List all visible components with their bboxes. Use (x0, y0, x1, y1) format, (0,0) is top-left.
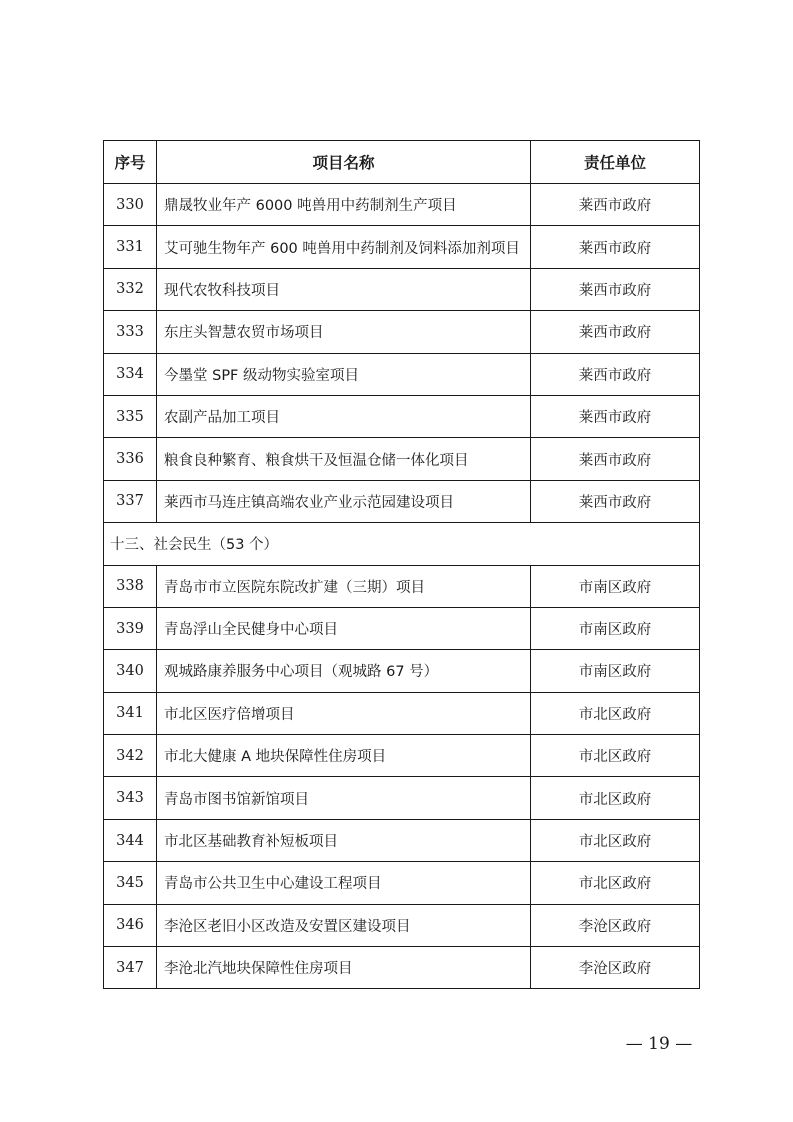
row-number: 347 (104, 947, 157, 989)
row-number: 332 (104, 268, 157, 310)
row-number: 331 (104, 226, 157, 268)
table-row (104, 226, 700, 268)
row-project-name: 现代农牧科技项目 (157, 268, 531, 310)
row-responsible-unit: 莱西市政府 (531, 480, 700, 522)
row-number: 345 (104, 862, 157, 904)
table-row (104, 735, 700, 777)
row-project-name: 李沧北汽地块保障性住房项目 (157, 947, 531, 989)
row-project-name: 观城路康养服务中心项目（观城路 67 号） (157, 650, 531, 692)
project-table (103, 140, 700, 989)
table-row (104, 268, 700, 310)
row-project-name: 青岛市市立医院东院改扩建（三期）项目 (157, 565, 531, 607)
row-project-name: 青岛市图书馆新馆项目 (157, 777, 531, 819)
row-responsible-unit: 李沧区政府 (531, 904, 700, 946)
row-responsible-unit: 市南区政府 (531, 650, 700, 692)
row-project-name: 青岛市公共卫生中心建设工程项目 (157, 862, 531, 904)
row-number: 334 (104, 353, 157, 395)
row-project-name: 粮食良种繁育、粮食烘干及恒温仓储一体化项目 (157, 438, 531, 480)
row-project-name: 农副产品加工项目 (157, 395, 531, 437)
row-responsible-unit: 莱西市政府 (531, 353, 700, 395)
row-number: 333 (104, 311, 157, 353)
row-number: 336 (104, 438, 157, 480)
row-number: 338 (104, 565, 157, 607)
row-project-name: 青岛浮山全民健身中心项目 (157, 607, 531, 649)
table-row (104, 480, 700, 522)
table-row (104, 353, 700, 395)
header-project-name: 项目名称 (157, 141, 531, 184)
row-project-name: 市北区基础教育补短板项目 (157, 819, 531, 861)
header-responsible-unit: 责任单位 (531, 141, 700, 184)
section-heading: 十三、社会民生（53 个） (104, 523, 700, 565)
section-row (104, 523, 700, 565)
table-row (104, 947, 700, 989)
row-responsible-unit: 市北区政府 (531, 862, 700, 904)
row-responsible-unit: 市南区政府 (531, 607, 700, 649)
row-responsible-unit: 莱西市政府 (531, 226, 700, 268)
table-row (104, 862, 700, 904)
table-row (104, 904, 700, 946)
table-row (104, 607, 700, 649)
row-project-name: 东庄头智慧农贸市场项目 (157, 311, 531, 353)
row-responsible-unit: 莱西市政府 (531, 311, 700, 353)
row-number: 339 (104, 607, 157, 649)
row-project-name: 市北区医疗倍增项目 (157, 692, 531, 734)
row-responsible-unit: 莱西市政府 (531, 395, 700, 437)
table-header-row (104, 141, 700, 184)
table-row (104, 692, 700, 734)
table-row (104, 395, 700, 437)
table-row (104, 819, 700, 861)
table-row (104, 650, 700, 692)
row-project-name: 市北大健康 A 地块保障性住房项目 (157, 735, 531, 777)
row-responsible-unit: 莱西市政府 (531, 438, 700, 480)
row-project-name: 今墨堂 SPF 级动物实验室项目 (157, 353, 531, 395)
row-number: 344 (104, 819, 157, 861)
row-responsible-unit: 李沧区政府 (531, 947, 700, 989)
table-row (104, 438, 700, 480)
row-responsible-unit: 市北区政府 (531, 735, 700, 777)
row-responsible-unit: 市北区政府 (531, 777, 700, 819)
row-number: 343 (104, 777, 157, 819)
row-project-name: 李沧区老旧小区改造及安置区建设项目 (157, 904, 531, 946)
row-number: 340 (104, 650, 157, 692)
row-number: 335 (104, 395, 157, 437)
table-row (104, 565, 700, 607)
row-responsible-unit: 市北区政府 (531, 819, 700, 861)
row-responsible-unit: 莱西市政府 (531, 184, 700, 226)
row-number: 341 (104, 692, 157, 734)
row-responsible-unit: 莱西市政府 (531, 268, 700, 310)
row-project-name: 鼎晟牧业年产 6000 吨兽用中药制剂生产项目 (157, 184, 531, 226)
row-responsible-unit: 市北区政府 (531, 692, 700, 734)
table-row (104, 777, 700, 819)
header-serial-number: 序号 (104, 141, 157, 184)
row-project-name: 莱西市马连庄镇高端农业产业示范园建设项目 (157, 480, 531, 522)
table-row (104, 184, 700, 226)
row-number: 346 (104, 904, 157, 946)
page-number: — 19 — (625, 1034, 693, 1054)
row-number: 337 (104, 480, 157, 522)
table-row (104, 311, 700, 353)
row-number: 342 (104, 735, 157, 777)
row-project-name: 艾可驰生物年产 600 吨兽用中药制剂及饲料添加剂项目 (157, 226, 531, 268)
row-number: 330 (104, 184, 157, 226)
row-responsible-unit: 市南区政府 (531, 565, 700, 607)
